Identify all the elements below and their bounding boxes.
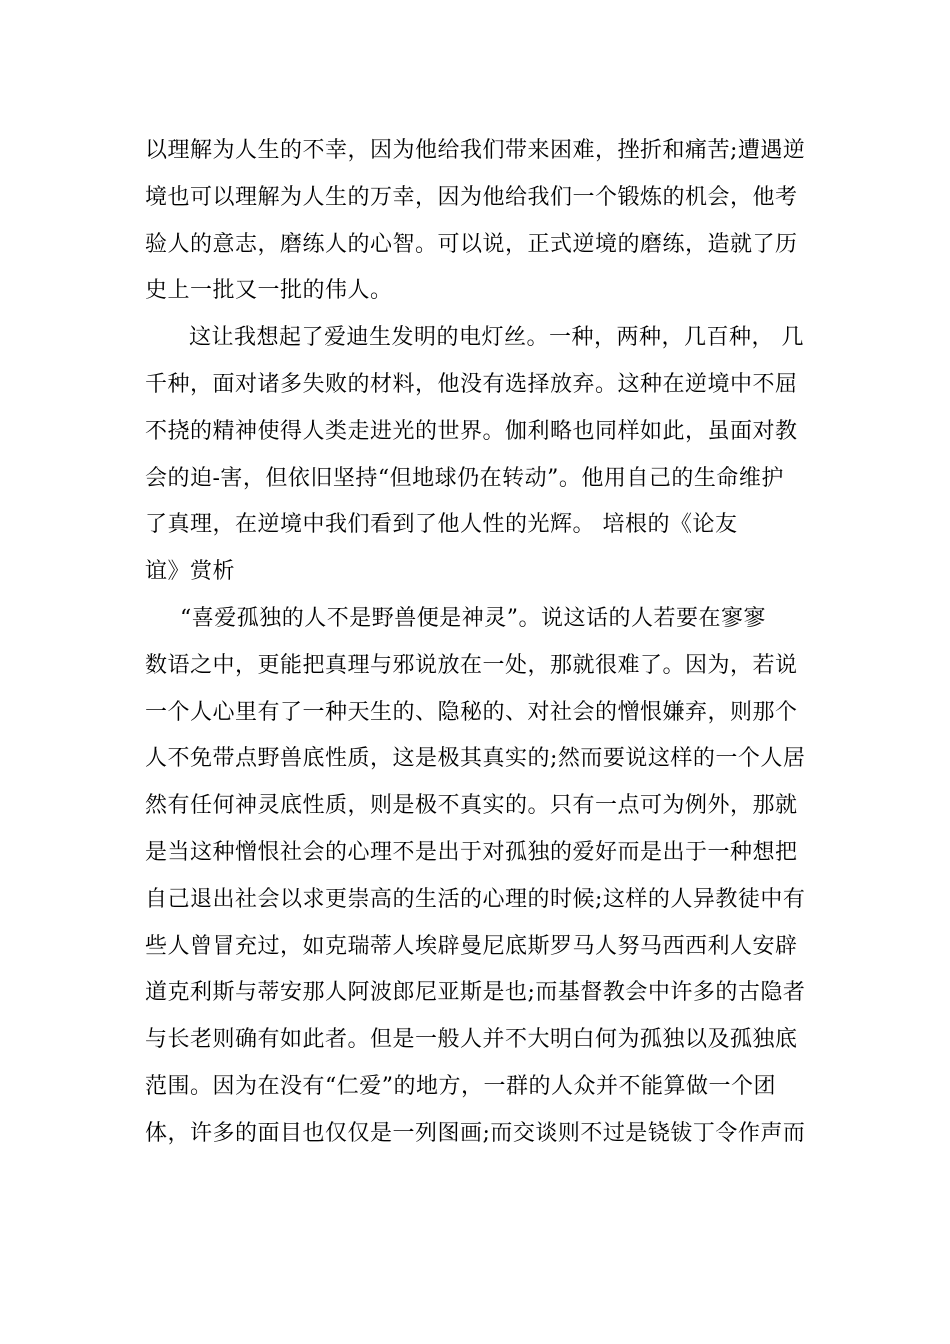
text-line: 道克利斯与蒂安那人阿波郎尼亚斯是也;而基督教会中许多的古隐者 [145,980,806,1006]
text-line: 与长老则确有如此者。但是一般人并不大明白何为孤独以及孤独底 [145,1027,798,1053]
text-line: 验人的意志，磨练人的心智。可以说，正式逆境的磨练，造就了历 [145,231,798,257]
text-line: 然有任何神灵底性质，则是极不真实的。只有一点可为例外，那就 [145,793,798,819]
text-line: 体，许多的面目也仅仅是一列图画;而交谈则不过是铙钹丁令作声而 [145,1120,806,1146]
text-line: 以理解为人生的不幸，因为他给我们带来困难，挫折和痛苦;遭遇逆 [145,138,806,163]
text-line: 一个人心里有了一种天生的、隐秘的、对社会的憎恨嫌弃，则那个 [145,699,798,725]
text-line: 千种，面对诸多失败的材料，他没有选择放弃。这种在逆境中不屈 [145,371,798,397]
text-line: 范围。因为在没有“仁爱”的地方，一群的人众并不能算做一个团 [145,1073,776,1099]
text-line: 是当这种憎恨社会的心理不是出于对孤独的爱好而是出于一种想把 [145,839,798,865]
text-line: 不挠的精神使得人类走进光的世界。伽利略也同样如此，虽面对教 [145,418,798,444]
text-line: 了真理，在逆境中我们看到了他人性的光辉。 培根的《论友 [145,512,738,538]
text-line: 些人曾冒充过，如克瑞蒂人埃辟曼尼底斯罗马人努马西西利人安辟 [145,933,798,959]
text-line: 谊》赏析 [145,559,236,585]
text-line: 会的迫-害，但依旧坚持“但地球仍在转动”。他用自己的生命维护 [145,465,784,491]
body-text [145,128,810,1158]
text-line: 数语之中，更能把真理与邪说放在一处，那就很难了。因为，若说 [145,652,798,678]
paragraph-start-line: “喜爱孤独的人不是野兽便是神灵”。说这话的人若要在寥寥 [180,605,766,631]
text-line: 自己退出社会以求更崇高的生活的心理的时候;这样的人异教徒中有 [145,886,806,912]
text-line: 境也可以理解为人生的万幸，因为他给我们一个锻炼的机会，他考 [145,184,798,210]
text-line: 史上一批又一批的伟人。 [145,278,393,304]
paragraph-start-line: 这让我想起了爱迪生发明的电灯丝。一种，两种，几百种， 几 [189,325,804,351]
text-line: 人不免带点野兽底性质，这是极其真实的;然而要说这样的一个人居 [145,746,806,772]
